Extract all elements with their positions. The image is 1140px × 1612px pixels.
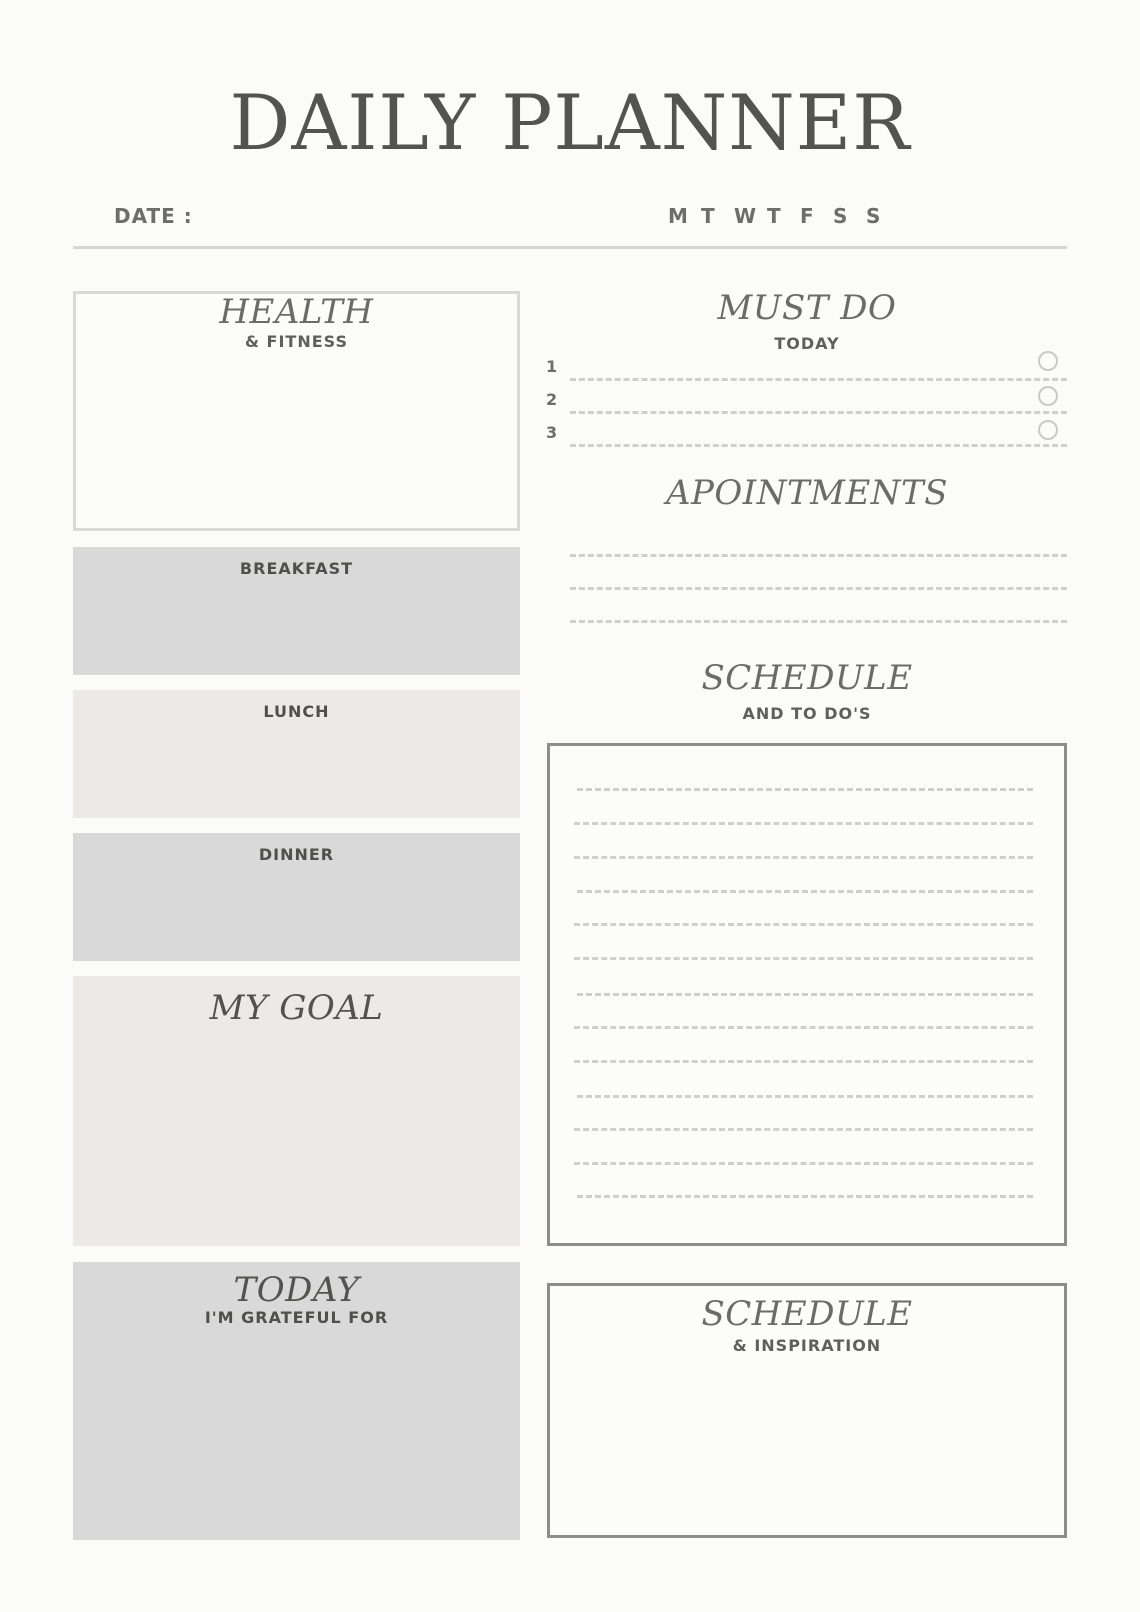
checkbox-circle-icon[interactable] bbox=[1038, 351, 1058, 371]
goal-title: MY GOAL bbox=[209, 988, 384, 1028]
schedule-line[interactable] bbox=[574, 923, 1033, 926]
appointments-title: APOINTMENTS bbox=[665, 473, 948, 513]
schedule-line[interactable] bbox=[574, 1128, 1033, 1131]
must-do-number-2: 2 bbox=[546, 390, 558, 409]
must-do-number-3: 3 bbox=[546, 423, 558, 442]
schedule-line[interactable] bbox=[577, 1095, 1033, 1098]
appointment-line[interactable] bbox=[570, 587, 1067, 590]
breakfast-label: BREAKFAST bbox=[239, 559, 354, 578]
must-do-number-1: 1 bbox=[546, 357, 558, 376]
my-goal-box[interactable] bbox=[73, 976, 520, 1246]
schedule-line[interactable] bbox=[574, 856, 1033, 859]
schedule-line[interactable] bbox=[577, 890, 1033, 893]
health-title: HEALTH bbox=[219, 292, 374, 332]
schedule-line[interactable] bbox=[577, 1195, 1033, 1198]
lunch-label: LUNCH bbox=[263, 702, 330, 721]
checkbox-circle-icon[interactable] bbox=[1038, 420, 1058, 440]
breakfast-box[interactable] bbox=[73, 547, 520, 675]
schedule-line[interactable] bbox=[574, 1162, 1033, 1165]
must-do-line-2[interactable] bbox=[570, 411, 1067, 414]
inspiration-box[interactable] bbox=[547, 1283, 1067, 1538]
must-do-subtitle: TODAY bbox=[774, 334, 840, 353]
schedule-line[interactable] bbox=[574, 1026, 1033, 1029]
schedule-subtitle: AND TO DO'S bbox=[742, 704, 872, 723]
schedule-line[interactable] bbox=[574, 822, 1033, 825]
schedule-line[interactable] bbox=[577, 788, 1033, 791]
schedule-line[interactable] bbox=[577, 993, 1033, 996]
weekday-friday[interactable]: F bbox=[800, 204, 814, 228]
lunch-box[interactable] bbox=[73, 690, 520, 818]
weekday-sunday[interactable]: S bbox=[866, 204, 881, 228]
weekday-monday[interactable]: M bbox=[668, 204, 688, 228]
schedule-line[interactable] bbox=[574, 957, 1033, 960]
health-subtitle: & FITNESS bbox=[245, 332, 348, 351]
header-divider bbox=[73, 246, 1067, 249]
weekday-wednesday[interactable]: W bbox=[734, 204, 757, 228]
weekday-selector bbox=[668, 204, 899, 228]
page-title: DAILY PLANNER bbox=[229, 78, 911, 167]
checkbox-circle-icon[interactable] bbox=[1038, 386, 1058, 406]
dinner-label: DINNER bbox=[258, 845, 335, 864]
must-do-line-3[interactable] bbox=[570, 444, 1067, 447]
weekday-saturday[interactable]: S bbox=[833, 204, 848, 228]
inspiration-title: SCHEDULE bbox=[701, 1294, 913, 1334]
must-do-title: MUST DO bbox=[717, 288, 897, 328]
date-label: DATE : bbox=[114, 204, 193, 228]
weekday-tuesday[interactable]: T bbox=[701, 204, 715, 228]
gratitude-title: TODAY bbox=[233, 1270, 360, 1310]
schedule-box[interactable] bbox=[547, 743, 1067, 1246]
gratitude-subtitle: I'M GRATEFUL FOR bbox=[204, 1308, 389, 1327]
schedule-line[interactable] bbox=[574, 1060, 1033, 1063]
must-do-line-1[interactable] bbox=[570, 378, 1067, 381]
schedule-title: SCHEDULE bbox=[701, 658, 913, 698]
weekday-thursday[interactable]: T bbox=[767, 204, 781, 228]
gratitude-box[interactable] bbox=[73, 1262, 520, 1540]
appointment-line[interactable] bbox=[570, 554, 1067, 557]
inspiration-subtitle: & INSPIRATION bbox=[732, 1336, 882, 1355]
appointment-line[interactable] bbox=[570, 620, 1067, 623]
health-fitness-box[interactable] bbox=[73, 291, 520, 531]
dinner-box[interactable] bbox=[73, 833, 520, 961]
